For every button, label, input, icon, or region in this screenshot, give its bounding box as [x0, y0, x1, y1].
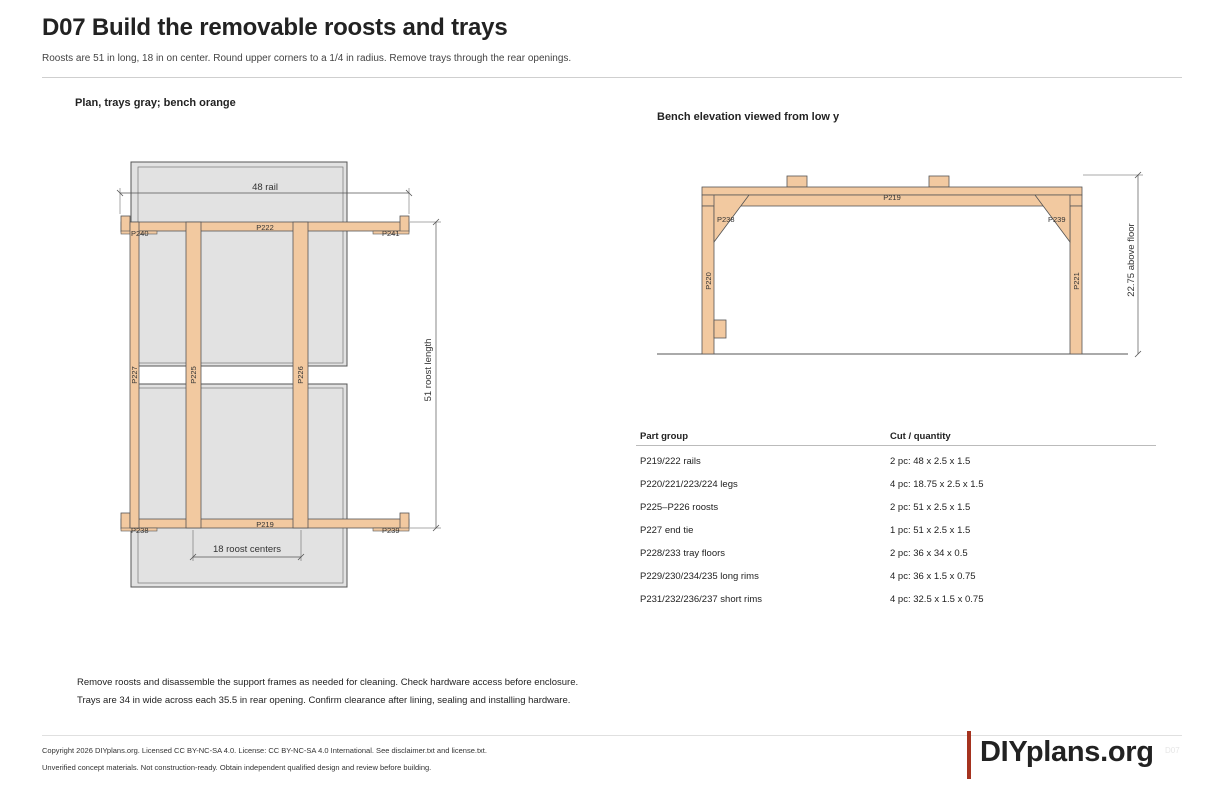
column-header-part-group: Part group [636, 426, 886, 446]
tray-top [131, 162, 347, 366]
table-row [636, 473, 1156, 496]
elev-label-p221: P221 [1072, 272, 1081, 290]
plan-heading: Plan, trays gray; bench orange [75, 97, 236, 109]
brand-accent-bar [967, 731, 971, 779]
cut-quantity-cell: 2 pc: 48 x 2.5 x 1.5 [890, 456, 971, 467]
end-block-p238 [121, 513, 130, 529]
cut-quantity-cell: 4 pc: 18.75 x 2.5 x 1.5 [890, 479, 984, 490]
sheet-id: D07 [1165, 746, 1180, 755]
tray-bottom [131, 384, 347, 587]
elev-label-p219: P219 [883, 193, 901, 202]
page-title: D07 Build the removable roosts and trays [42, 14, 508, 41]
end-block-p240 [121, 216, 130, 232]
elev-label-p220: P220 [704, 272, 713, 290]
footer-copyright: Copyright 2026 DIYplans.org. Licensed CC BY-NC-SA 4.0. License: CC BY-NC-SA 4.0 International. See disclaimer.txt and license.txt. [42, 746, 487, 755]
dim-height-label: 22.75 above floor [1126, 223, 1137, 297]
part-group-cell: P229/230/234/235 long rims [640, 571, 759, 582]
brand-logo: DIYplans.org [980, 736, 1154, 768]
label-p239: P239 [382, 526, 400, 535]
parts-table [636, 426, 1156, 611]
cut-quantity-cell: 4 pc: 32.5 x 1.5 x 0.75 [890, 594, 984, 605]
elevation-drawing [620, 140, 1220, 380]
note-clearance: Trays are 34 in wide across each 35.5 in rear opening. Confirm clearance after lining, sealing and installing hardware. [77, 695, 571, 706]
note-cleaning: Remove roosts and disassemble the support frames as needed for cleaning. Check hardware access before enclosure. [77, 677, 579, 688]
cut-quantity-cell: 1 pc: 51 x 2.5 x 1.5 [890, 525, 971, 536]
dim-roost-centers-label: 18 roost centers [212, 544, 282, 555]
table-row [636, 565, 1156, 588]
elev-label-p239: P239 [1048, 215, 1066, 224]
label-p238: P238 [131, 526, 149, 535]
label-p240: P240 [131, 229, 149, 238]
page-subtitle: Roosts are 51 in long, 18 in on center. Round upper corners to a 1/4 in radius. Remove trays through the rear openings. [42, 53, 572, 64]
table-row [636, 446, 1156, 474]
foot-block [714, 320, 726, 338]
part-group-cell: P228/233 tray floors [640, 548, 726, 559]
label-p226: P226 [296, 366, 305, 384]
footer-disclaimer: Unverified concept materials. Not construction-ready. Obtain independent qualified design and review before building. [42, 763, 432, 772]
table-row [636, 496, 1156, 519]
roost-block-right [929, 176, 949, 187]
table-row [636, 588, 1156, 611]
end-block-p239 [400, 513, 409, 529]
part-group-cell: P227 end tie [640, 525, 694, 536]
cut-quantity-cell: 2 pc: 51 x 2.5 x 1.5 [890, 502, 971, 513]
plan-view-drawing [0, 0, 620, 620]
part-group-cell: P231/232/236/237 short rims [640, 594, 762, 605]
label-p222: P222 [256, 223, 274, 232]
column-header-cut-quantity: Cut / quantity [886, 426, 1156, 446]
dim-rail-label: 48 rail [252, 182, 278, 193]
table-row [636, 519, 1156, 542]
cut-quantity-cell: 4 pc: 36 x 1.5 x 0.75 [890, 571, 976, 582]
cut-quantity-cell: 2 pc: 36 x 34 x 0.5 [890, 548, 968, 559]
part-group-cell: P225–P226 roosts [640, 502, 719, 513]
part-group-cell: P219/222 rails [640, 456, 701, 467]
elev-label-p238: P238 [717, 215, 735, 224]
table-row [636, 542, 1156, 565]
roost-block-left [787, 176, 807, 187]
label-p227: P227 [130, 366, 139, 384]
part-group-cell: P220/221/223/224 legs [640, 479, 738, 490]
label-p225: P225 [189, 366, 198, 384]
label-p219: P219 [256, 520, 274, 529]
end-block-p241 [400, 216, 409, 232]
table-header-row [636, 426, 1156, 446]
label-p241: P241 [382, 229, 400, 238]
elevation-heading: Bench elevation viewed from low y [657, 111, 840, 123]
dim-roost-length-label: 51 roost length [423, 338, 434, 402]
